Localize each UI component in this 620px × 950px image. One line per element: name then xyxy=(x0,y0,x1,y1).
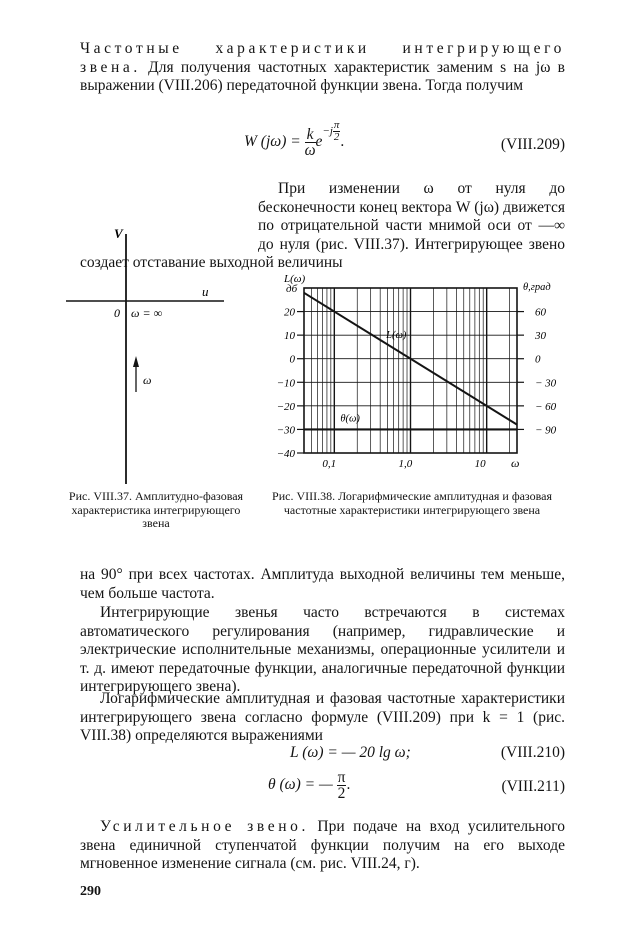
eq209-tail: . xyxy=(340,133,345,151)
eq211-den: 2 xyxy=(337,785,346,802)
y-unit-label: дб xyxy=(286,283,298,295)
fig37-omega-label: ω xyxy=(143,373,152,387)
eq209-exp: −j xyxy=(322,125,333,138)
eq211-num: π xyxy=(337,769,346,786)
x-tick-label: 10 xyxy=(474,458,486,470)
x-tick-label: 1,0 xyxy=(398,458,413,470)
eq209-lhs: W (jω) = xyxy=(244,133,305,151)
amplifier-paragraph xyxy=(80,818,565,874)
y-tick-label: 10 xyxy=(284,330,295,343)
vector-paragraph-text: При изменении ω от нуля до бесконечности конец вектора W (jω) движется по отрицательной части мнимой оси от —∞ до нуля (рис. VIII.37). Интегрирующее звено создает отставание выходной величины xyxy=(80,180,565,271)
y2-tick-label: − 60 xyxy=(535,400,557,413)
eq209-num: k xyxy=(305,127,316,143)
equation-211 xyxy=(268,770,350,801)
applications-paragraph: Интегрирующие звенья часто встречаются в системах автоматического регулирования (например, гидравлические и электрические исполнительные механизмы, операционные усилители и т. д. имеют передаточные функции, аналогичные передаточной функции интегрирующего звена). xyxy=(80,604,565,695)
y2-tick-label: 0 xyxy=(535,353,541,366)
fig37-omega-inf-label: ω = ∞ xyxy=(131,306,163,320)
fig37-caption: Рис. VIII.37. Амплитудно-фазовая характеристика интегрирующего звена xyxy=(68,489,244,530)
eq211-lhs: θ (ω) = — xyxy=(268,776,333,794)
fig38-caption: Рис. VIII.38. Логарифмические амплитудная и фазовая частотные характеристики интегрирующего звена xyxy=(272,489,552,517)
y-axis-title: L(ω) xyxy=(284,273,306,285)
eq209-label: (VIII.209) xyxy=(500,136,565,153)
y-tick-label: −20 xyxy=(276,400,295,413)
fig37-origin-label: 0 xyxy=(114,306,120,320)
page-number: 290 xyxy=(80,884,101,899)
y-tick-label: −10 xyxy=(276,377,295,390)
eq210-label: (VIII.210) xyxy=(500,744,565,761)
intro-text: Для получения частотных характеристик заменим s на jω в выражении (VIII.206) передаточной функции звена. Тогда получим xyxy=(80,58,565,94)
intro-paragraph xyxy=(80,40,565,96)
figure-38-chart xyxy=(262,268,574,474)
continuation-paragraph: на 90° при всех частотах. Амплитуда выходной величины тем меньше, чем больше частота. xyxy=(80,566,565,602)
y2-axis-title: θ,град xyxy=(523,282,551,293)
eq209-den: ω xyxy=(304,142,316,159)
fig37-u-label: u xyxy=(202,284,209,299)
eq211-tail: . xyxy=(346,776,351,794)
y-tick-label: −30 xyxy=(276,424,295,437)
equation-209 xyxy=(244,119,345,159)
amplifier-heading: Усилительное звено. xyxy=(100,818,309,835)
eq209-exp-den: 2 xyxy=(333,131,340,144)
x-axis-label: ω xyxy=(511,456,520,470)
eq209-exp-num: π xyxy=(333,119,340,132)
series-theta-label: θ(ω) xyxy=(340,413,360,425)
eq211-label: (VIII.211) xyxy=(501,778,565,795)
fig37-arrow-head xyxy=(133,356,139,367)
y2-tick-label: − 90 xyxy=(535,424,557,437)
amplifier-text: При подаче на вход усилительного звена единичной ступенчатой функции получим на его выходе мгновенное изменение сигнала (см. рис. VIII.24, г). xyxy=(80,818,565,872)
y-tick-label: −40 xyxy=(276,448,295,460)
y2-tick-label: 60 xyxy=(535,306,546,319)
y-tick-label: 20 xyxy=(284,306,295,319)
log-characteristics-paragraph: Логарифмические амплитудная и фазовая частотные характеристики интегрирующего звена согласно формуле (VIII.209) при k = 1 (рис. VIII.38) определяются выражениями xyxy=(80,690,565,744)
eq211-fraction xyxy=(337,770,347,801)
intro-heading: Частотные характеристики интегрирующего звена. xyxy=(80,40,565,76)
chart-grid xyxy=(297,288,524,453)
y2-tick-label: 30 xyxy=(535,330,546,343)
x-tick-label: 0,1 xyxy=(322,458,337,470)
eq209-exponent xyxy=(322,120,340,143)
y2-tick-label: − 30 xyxy=(535,377,557,390)
fig37-v-label: V xyxy=(114,226,123,241)
series-L-label: L(ω) xyxy=(386,329,407,341)
eq209-fraction xyxy=(305,127,316,158)
equation-210: L (ω) = — 20 lg ω; xyxy=(290,744,411,761)
y-tick-label: 0 xyxy=(289,353,295,366)
eq209-base: e xyxy=(315,133,323,151)
figure-37 xyxy=(60,222,230,487)
eq209-exp-fraction xyxy=(333,120,341,143)
